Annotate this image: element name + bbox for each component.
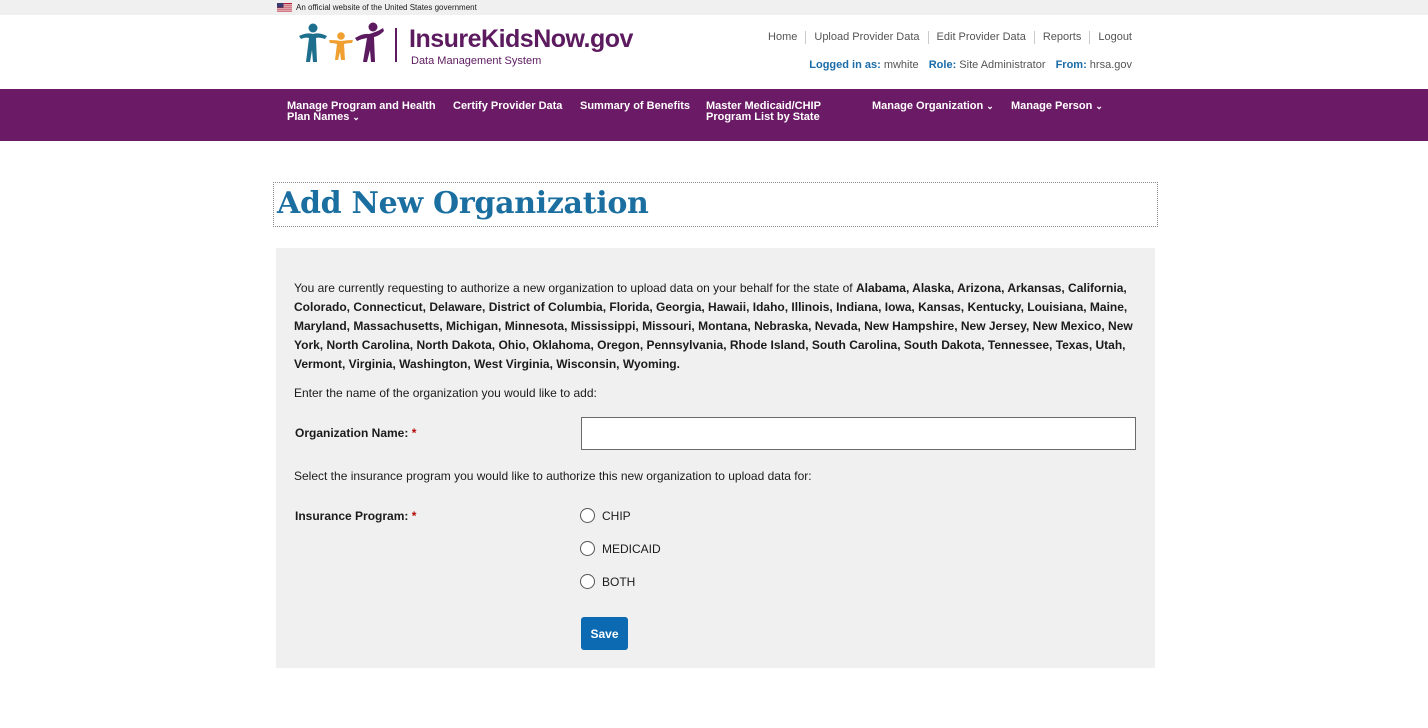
page-title-container [273,182,1158,227]
nav-manage-organization-label: Manage Organization [872,100,984,112]
nav-manage-organization[interactable] [872,101,994,112]
nav-master-program-list-line1: Master Medicaid/CHIP [706,100,821,112]
required-marker: * [411,426,417,440]
nav-master-program-list[interactable] [706,101,821,123]
role-value: Site Administrator [959,59,1046,71]
nav-manage-person-label: Manage Person [1011,100,1093,112]
insurance-program-label-text: Insurance Program: [295,509,409,523]
from-label: From: [1055,59,1087,71]
radio-label-chip: CHIP [602,508,631,523]
radio-button[interactable] [580,574,595,589]
login-info [809,59,1132,71]
us-flag-icon [277,3,292,12]
insurance-program-label [295,509,416,523]
role-label: Role: [928,59,957,71]
states-list: Alabama, Alaska, Arizona, Arkansas, California, Colorado, Connecticut, Delaware, District of Columbia, Florida, Georgia, Hawaii, Idaho, Illinois, Indiana, Iowa, Kansas, Kentucky, Louisiana, Maine, Maryland, Massachusetts, Michigan, Minnesota, Mississippi, Missouri, Montana, Nebraska, Nevada, New Hampshire, New Jersey, New Mexico, New York, North Carolina, North Dakota, Ohio, Oklahoma, Oregon, Pennsylvania, Rhode Island, South Carolina, South Dakota, Tennessee, Texas, Utah, Vermont, Virginia, Washington, West Virginia, Wisconsin, Wyoming. [294,281,1133,371]
util-nav-edit-provider-data[interactable]: Edit Provider Data [928,31,1034,44]
chevron-down-icon: ⌄ [1095,101,1103,111]
nav-manage-program-names[interactable] [287,101,436,123]
chevron-down-icon: ⌄ [352,112,360,122]
nav-summary-of-benefits[interactable]: Summary of Benefits [580,100,691,112]
required-marker: * [411,509,417,523]
main-nav [0,89,1428,141]
page-title: Add New Organization [277,186,649,221]
logged-in-user: mwhite [883,59,919,71]
chevron-down-icon: ⌄ [986,101,994,111]
org-name-prompt: Enter the name of the organization you would like to add: [294,386,597,400]
insurance-program-prompt: Select the insurance program you would like to authorize this new organization to upload data for: [294,469,812,483]
util-nav-upload-provider-data[interactable]: Upload Provider Data [805,31,927,44]
gov-banner [0,0,1428,15]
radio-option-both[interactable] [580,574,635,589]
intro-text [294,279,1137,374]
nav-manage-person[interactable] [1011,101,1103,112]
site-header [0,15,1428,89]
add-organization-form [276,248,1155,668]
util-nav-home[interactable]: Home [768,31,798,43]
org-name-label [295,426,416,440]
org-name-label-text: Organization Name: [295,426,409,440]
logged-in-label: Logged in as: [809,59,881,71]
logo-subtitle: Data Management System [411,55,542,67]
nav-manage-program-names-line2: Plan Names [287,111,350,123]
radio-option-medicaid[interactable] [580,541,661,556]
nav-certify-provider-data[interactable]: Certify Provider Data [453,100,563,112]
util-nav-logout[interactable]: Logout [1089,31,1132,44]
radio-button[interactable] [580,541,595,556]
from-value: hrsa.gov [1089,59,1132,71]
org-name-input[interactable] [581,417,1136,450]
logo-divider [395,28,397,62]
nav-master-program-list-line2: Program List by State [706,111,820,123]
util-nav-reports[interactable]: Reports [1034,31,1090,44]
radio-label-both: BOTH [602,574,636,589]
gov-banner-text: An official website of the United States government [296,3,477,12]
logo-title: InsureKidsNow.gov [409,25,633,53]
save-button[interactable]: Save [581,617,628,650]
site-logo[interactable] [297,22,637,68]
utility-nav [760,31,1132,44]
intro-sentence: You are currently requesting to authorize a new organization to upload data on your behalf for the state of [294,281,853,295]
radio-option-chip[interactable] [580,508,631,523]
radio-button[interactable] [580,508,595,523]
family-logo-icon [297,22,385,64]
nav-manage-program-names-line1: Manage Program and Health [287,100,436,112]
radio-label-medicaid: MEDICAID [602,541,661,556]
